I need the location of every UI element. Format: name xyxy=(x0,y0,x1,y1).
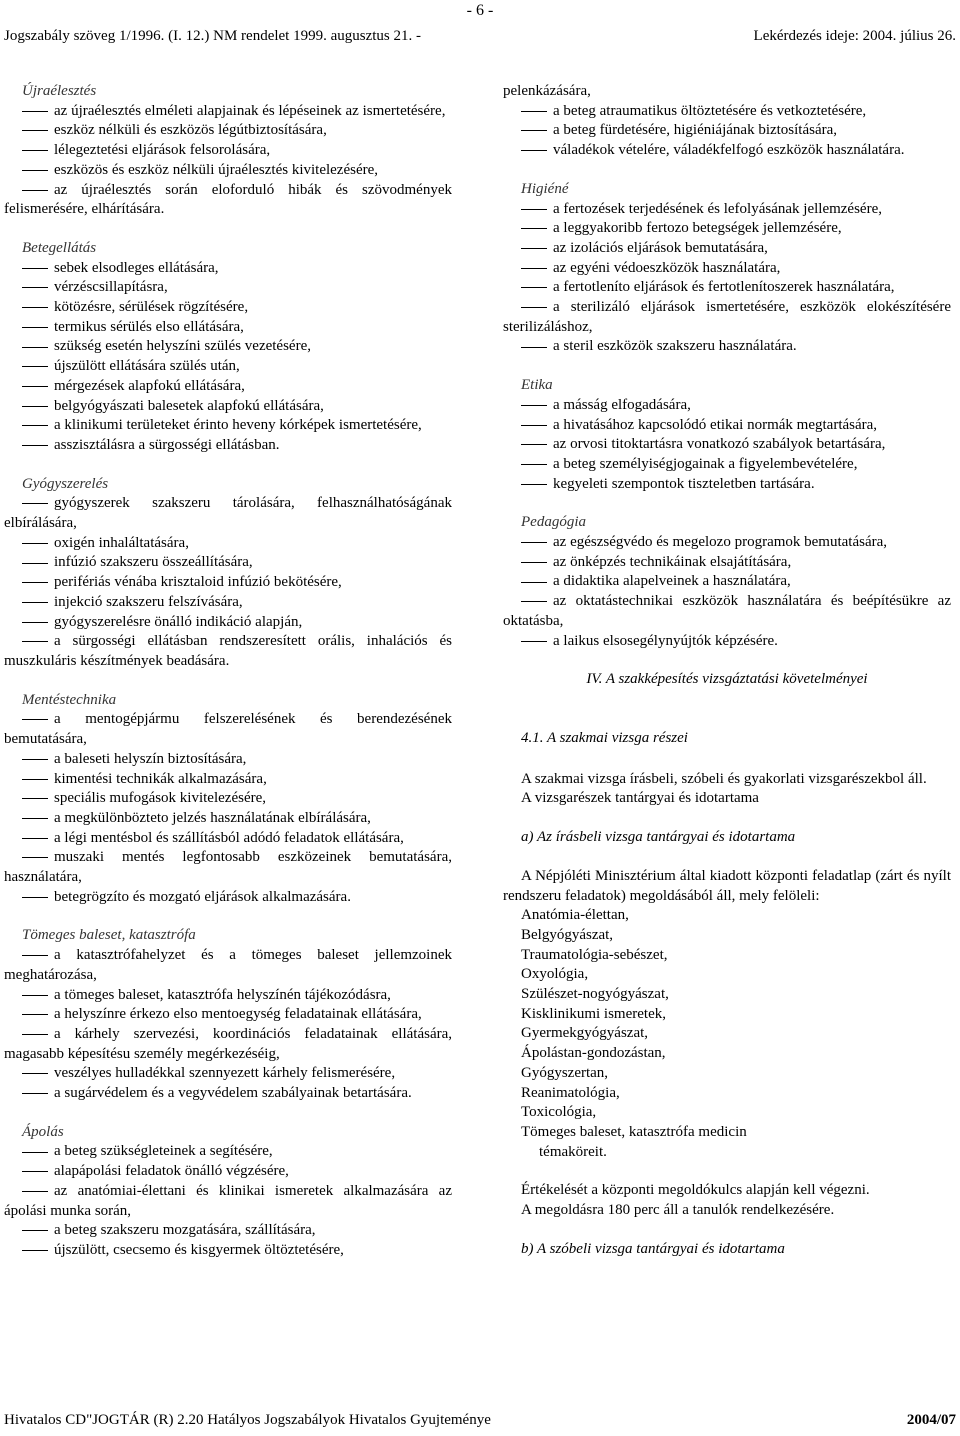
dash-marker xyxy=(22,190,48,191)
dash-marker xyxy=(521,287,547,288)
header-left: Jogszabály szöveg 1/1996. (I. 12.) NM rendelet 1999. augusztus 21. - xyxy=(4,28,421,44)
dash-marker xyxy=(22,582,48,583)
list-item-text: a katasztrófahelyzet és a tömeges baleset jellemzoinek meghatározása, xyxy=(4,947,452,983)
list-item xyxy=(4,161,452,181)
subject-item: témaköreit. xyxy=(539,1143,607,1160)
footer-right: 2004/07 xyxy=(906,1412,956,1428)
dash-marker xyxy=(521,405,547,406)
list-item xyxy=(4,337,452,357)
list-item-text: a leggyakoribb fertozo betegségek jellemzésére, xyxy=(553,220,842,237)
dash-marker xyxy=(22,955,48,956)
dash-marker xyxy=(22,130,48,131)
dash-marker xyxy=(22,170,48,171)
list-item-text: a beteg atraumatikus öltöztetésére és vetkoztetésére, xyxy=(553,102,867,119)
section-title: Ápolás xyxy=(22,1123,64,1140)
list-item xyxy=(4,986,452,1006)
list-item xyxy=(4,121,452,141)
list-item xyxy=(4,613,452,633)
list-item-text: az egészségvédo és megelozo programok bemutatására, xyxy=(553,534,888,551)
list-item-text: az orvosi titoktartásra vonatkozó szabályok betartására, xyxy=(553,436,886,453)
list-item xyxy=(4,278,452,298)
paragraph: A szakmai vizsga írásbeli, szóbeli és gyakorlati vizsgarészekbol áll. xyxy=(521,770,927,787)
section-title: Betegellátás xyxy=(22,239,97,256)
list-item xyxy=(503,278,951,298)
list-item-text: szükség esetén helyszíni szülés vezetésére, xyxy=(54,338,311,355)
list-item xyxy=(503,416,951,436)
dash-marker xyxy=(22,445,48,446)
list-item xyxy=(503,121,951,141)
subject-item: Traumatológia-sebészet, xyxy=(521,946,668,963)
list-item-text: a tömeges baleset, katasztrófa helyszínén tájékozódásra, xyxy=(54,986,391,1003)
list-item xyxy=(4,553,452,573)
dash-marker xyxy=(521,228,547,229)
page-header xyxy=(4,28,956,45)
subject-item: Gyógyszertan, xyxy=(521,1064,609,1081)
list-item xyxy=(4,377,452,397)
list-item-text: alapápolási feladatok önálló végzésére, xyxy=(54,1163,289,1180)
section xyxy=(503,376,951,494)
list-item xyxy=(4,1084,452,1104)
list-item-text: az újraélesztés során eloforduló hibák és szövodmények felismerésére, elhárítására. xyxy=(4,181,452,218)
list-item-text: az egyéni védoeszközök használatára, xyxy=(553,259,781,276)
dash-marker xyxy=(22,1093,48,1094)
list-item xyxy=(4,1064,452,1084)
subject-item: Reanimatológia, xyxy=(521,1084,620,1101)
section xyxy=(4,475,452,672)
dash-marker xyxy=(22,543,48,544)
list-item xyxy=(4,573,452,593)
dash-marker xyxy=(22,857,48,858)
list-item-text: a laikus elsosegélynyújtók képzésére. xyxy=(553,632,778,649)
list-item xyxy=(4,1142,452,1162)
list-item-text: a mentogépjármu felszerelésének és berendezésének bemutatására, xyxy=(4,711,452,748)
list-item xyxy=(4,946,452,985)
list-item-text: az izolációs eljárások bemutatására, xyxy=(553,239,768,256)
paragraph: A megoldásra 180 perc áll a tanulók rendelkezésére. xyxy=(521,1202,835,1219)
dash-marker xyxy=(22,1250,48,1251)
dash-marker xyxy=(22,897,48,898)
dash-marker xyxy=(22,1171,48,1172)
dash-marker xyxy=(22,1073,48,1074)
list-item-text: a hivatásához kapcsolódó etikai normák megtartására, xyxy=(553,416,878,433)
dash-marker xyxy=(521,582,547,583)
right-column xyxy=(503,82,951,1259)
list-item xyxy=(503,632,951,652)
page-footer xyxy=(4,1412,956,1429)
list-item xyxy=(4,357,452,377)
list-item-text: a klinikumi területeket érinto heveny kórképek ismertetésére, xyxy=(54,417,422,434)
dash-marker xyxy=(22,818,48,819)
list-item-text: a másság elfogadására, xyxy=(553,396,691,413)
footer-left: Hivatalos CD"JOGTÁR (R) 2.20 Hatályos Jogszabályok Hivatalos Gyujteménye xyxy=(4,1412,491,1428)
list-item-text: a beteg fürdetésére, higiéniájának biztosítására, xyxy=(553,122,838,139)
section-title: Mentéstechnika xyxy=(22,691,117,708)
list-item-text: a baleseti helyszín biztosítására, xyxy=(54,750,247,767)
section xyxy=(503,513,951,651)
subject-item: Oxyológia, xyxy=(521,966,589,983)
list-item xyxy=(4,710,452,749)
paragraph: A vizsgarészek tantárgyai és idotartama xyxy=(521,790,759,807)
dash-marker xyxy=(22,759,48,760)
section-title: Etika xyxy=(521,377,553,394)
dash-marker xyxy=(521,248,547,249)
list-item-text: oxigén inhaláltatására, xyxy=(54,534,189,551)
dash-marker xyxy=(521,130,547,131)
subsection-title: b) A szóbeli vizsga tantárgyai és idotartama xyxy=(521,1240,785,1257)
list-item xyxy=(4,494,452,533)
dash-marker xyxy=(22,268,48,269)
list-item-text: az anatómiai-élettani és klinikai ismeretek alkalmazására az ápolási munka során, xyxy=(4,1182,452,1219)
dash-marker xyxy=(22,1034,48,1035)
dash-marker xyxy=(521,542,547,543)
list-item-text: az önképzés technikáinak elsajátítására, xyxy=(553,553,792,570)
list-item xyxy=(503,572,951,592)
list-item-text: infúzió szakszeru összeállítására, xyxy=(54,554,253,571)
dash-marker xyxy=(22,995,48,996)
list-item xyxy=(503,239,951,259)
dash-marker xyxy=(22,622,48,623)
list-item-text: perifériás vénába krisztaloid infúzió bekötésére, xyxy=(54,574,342,591)
dash-marker xyxy=(521,444,547,445)
section-title: Pedagógia xyxy=(521,514,586,531)
dash-marker xyxy=(22,1230,48,1231)
subsection-title: 4.1. A szakmai vizsga részei xyxy=(521,729,688,746)
list-item-text: eszköz nélküli és eszközös légútbiztosítására, xyxy=(54,122,327,139)
dash-marker xyxy=(521,209,547,210)
subject-item: Szülészet-nogyógyászat, xyxy=(521,986,669,1003)
list-item-text: a beteg személyiségjogainak a figyelembevételére, xyxy=(553,455,858,472)
section xyxy=(503,180,951,357)
list-item-text: a didaktika alapelveinek a használatára, xyxy=(553,573,791,590)
dash-marker xyxy=(521,425,547,426)
paragraph: Értékelését a központi megoldókulcs alapján kell végezni. xyxy=(521,1182,870,1199)
dash-marker xyxy=(22,327,48,328)
list-item-text: a légi mentésbol és szállításból adódó feladatok ellátására, xyxy=(54,829,404,846)
subject-item: Tömeges baleset, katasztrófa medicin xyxy=(521,1123,747,1140)
list-item xyxy=(4,1005,452,1025)
list-item xyxy=(4,534,452,554)
list-item-text: az oktatástechnikai eszközök használatára és beépítésükre az oktatásba, xyxy=(503,593,951,629)
dash-marker xyxy=(22,307,48,308)
list-item-text: termikus sérülés elso ellátására, xyxy=(54,318,244,335)
list-item xyxy=(4,829,452,849)
dash-marker xyxy=(22,838,48,839)
list-item-text: a steril eszközök szakszeru használatára. xyxy=(553,338,797,355)
list-item xyxy=(4,632,452,671)
section xyxy=(4,1123,452,1261)
section xyxy=(4,239,452,456)
subject-item: Anatómia-élettan, xyxy=(521,907,629,924)
list-item-text: kimentési technikák alkalmazására, xyxy=(54,770,267,787)
section-title: Újraélesztés xyxy=(22,83,97,99)
list-item xyxy=(4,888,452,908)
dash-marker xyxy=(521,464,547,465)
list-item-text: eszközös és eszköz nélküli újraélesztés kivitelezésére, xyxy=(54,161,379,178)
list-item xyxy=(4,397,452,417)
list-item xyxy=(4,436,452,456)
list-item-text: a fertotleníto eljárások és fertotlenítoszerek használatára, xyxy=(553,279,895,296)
list-item xyxy=(4,102,452,122)
dash-marker xyxy=(22,779,48,780)
list-item-text: a sugárvédelem és a vegyvédelem szabályainak betartására. xyxy=(54,1085,412,1102)
list-item xyxy=(4,318,452,338)
list-item xyxy=(4,1221,452,1241)
section-title: Higiéné xyxy=(521,180,569,197)
list-item-text: speciális mufogások kivitelezésére, xyxy=(54,790,267,807)
list-item xyxy=(503,298,951,337)
dash-marker xyxy=(22,406,48,407)
dash-marker xyxy=(521,641,547,642)
list-item xyxy=(4,1182,452,1221)
list-item xyxy=(4,1162,452,1182)
dash-marker xyxy=(521,111,547,112)
list-item xyxy=(503,533,951,553)
list-item-text: veszélyes hulladékkal szennyezett kárhely felismerésére, xyxy=(54,1065,396,1082)
section-title: Tömeges baleset, katasztrófa xyxy=(22,927,196,944)
list-item xyxy=(503,259,951,279)
list-item-text: asszisztálásra a sürgosségi ellátásban. xyxy=(54,436,280,453)
list-item xyxy=(4,770,452,790)
dash-marker xyxy=(22,503,48,504)
dash-marker xyxy=(22,1152,48,1153)
dash-marker xyxy=(521,347,547,348)
list-item xyxy=(503,475,951,495)
list-item-text: a beteg szükségleteinek a segítésére, xyxy=(54,1143,273,1160)
dash-marker xyxy=(521,562,547,563)
list-item-text: gyógyszerek szakszeru tárolására, felhasználhatóságának elbírálására, xyxy=(4,495,452,532)
list-item-text: a kárhely szervezési, koordinációs feladatainak ellátására, magasabb képesítésu személy megérkezéséig, xyxy=(4,1025,452,1062)
dash-marker xyxy=(22,150,48,151)
list-item xyxy=(503,435,951,455)
dash-marker xyxy=(22,1191,48,1192)
list-item-text: a fertozések terjedésének és lefolyásának jellemzésére, xyxy=(553,200,882,217)
dash-marker xyxy=(22,563,48,564)
subject-item: Ápolástan-gondozástan, xyxy=(521,1045,666,1062)
continuation-text: pelenkázására, xyxy=(503,83,591,99)
list-item xyxy=(503,219,951,239)
list-item-text: muszaki mentés legfontosabb eszközeinek bemutatására, használatára, xyxy=(4,849,452,886)
dash-marker xyxy=(22,287,48,288)
list-item xyxy=(4,1025,452,1064)
list-item xyxy=(4,593,452,613)
list-item xyxy=(4,259,452,279)
list-item-text: a helyszínre érkezo elso mentoegység feladatainak ellátására, xyxy=(54,1006,422,1023)
dash-marker xyxy=(22,347,48,348)
dash-marker xyxy=(22,719,48,720)
dash-marker xyxy=(22,366,48,367)
dash-marker xyxy=(22,798,48,799)
list-item-text: váladékok vételére, váladékfelfogó eszközök használatára. xyxy=(553,142,905,159)
subsection-title: a) Az írásbeli vizsga tantárgyai és idotartama xyxy=(521,829,796,846)
list-item-text: kegyeleti szempontok tiszteletben tartására. xyxy=(553,475,815,492)
list-item xyxy=(4,298,452,318)
list-item xyxy=(4,181,452,220)
list-item-text: belgyógyászati balesetek alapfokú ellátására, xyxy=(54,397,324,414)
list-item-text: az újraélesztés elméleti alapjainak és lépéseinek az ismertetésére, xyxy=(54,102,446,119)
header-right: Lekérdezés ideje: 2004. július 26. xyxy=(753,28,956,44)
list-item-text: mérgezések alapfokú ellátására, xyxy=(54,377,245,394)
list-item-text: a megkülönbözteto jelzés használatának elbírálására, xyxy=(54,809,371,826)
list-item xyxy=(503,396,951,416)
dash-marker xyxy=(521,307,547,308)
dash-marker xyxy=(521,268,547,269)
section xyxy=(4,926,452,1103)
chapter-title: IV. A szakképesítés vizsgáztatási követelményei xyxy=(586,671,868,688)
paragraph: A Népjóléti Minisztérium által kiadott központi feladatlap (zárt és nyílt rendszeru feladatok) megoldásából áll, mely felöleli: xyxy=(503,867,951,904)
dash-marker xyxy=(22,111,48,112)
list-item xyxy=(4,1241,452,1261)
list-item-text: lélegeztetési eljárások felsorolására, xyxy=(54,142,271,159)
section xyxy=(503,82,951,161)
section xyxy=(4,82,452,220)
dash-marker xyxy=(521,484,547,485)
subject-item: Belgyógyászat, xyxy=(521,926,614,943)
list-item-text: a sterilizáló eljárások ismertetésére, eszközök elokészítésére sterilizáláshoz, xyxy=(503,299,951,335)
list-item-text: sebek elsodleges ellátására, xyxy=(54,259,219,276)
list-item xyxy=(4,416,452,436)
list-item xyxy=(503,455,951,475)
list-item xyxy=(503,553,951,573)
list-item-text: gyógyszerelésre önálló indikáció alapján, xyxy=(54,613,303,630)
list-item-text: kötözésre, sérülések rögzítésére, xyxy=(54,299,249,316)
list-item xyxy=(4,750,452,770)
list-item xyxy=(503,200,951,220)
section-title: Gyógyszerelés xyxy=(22,475,109,492)
list-item xyxy=(503,141,951,161)
subject-item: Gyermekgyógyászat, xyxy=(521,1025,649,1042)
list-item-text: vérzéscsillapításra, xyxy=(54,279,168,296)
dash-marker xyxy=(22,641,48,642)
list-item-text: injekció szakszeru felszívására, xyxy=(54,593,243,610)
list-item xyxy=(4,848,452,887)
list-item xyxy=(4,141,452,161)
subject-item: Toxicológia, xyxy=(521,1104,597,1121)
dash-marker xyxy=(22,425,48,426)
page-number: - 6 - xyxy=(466,2,494,19)
left-column xyxy=(4,82,452,1280)
list-item xyxy=(503,102,951,122)
list-item xyxy=(503,337,951,357)
list-item xyxy=(4,789,452,809)
dash-marker xyxy=(521,601,547,602)
list-item-text: újszülött ellátására szülés után, xyxy=(54,358,240,375)
list-item-text: a beteg szakszeru mozgatására, szállítására, xyxy=(54,1222,316,1239)
dash-marker xyxy=(22,602,48,603)
list-item xyxy=(4,809,452,829)
dash-marker xyxy=(22,386,48,387)
dash-marker xyxy=(521,150,547,151)
list-item-text: újszülött, csecsemo és kisgyermek öltöztetésére, xyxy=(54,1241,344,1258)
section xyxy=(4,691,452,908)
list-item xyxy=(503,592,951,631)
dash-marker xyxy=(22,1014,48,1015)
list-item-text: betegrögzíto és mozgató eljárások alkalmazására. xyxy=(54,888,351,905)
list-item-text: a sürgosségi ellátásban rendszeresített orális, inhalációs és muszkuláris készítmények beadására. xyxy=(4,633,452,669)
subject-item: Kisklinikumi ismeretek, xyxy=(521,1005,666,1022)
